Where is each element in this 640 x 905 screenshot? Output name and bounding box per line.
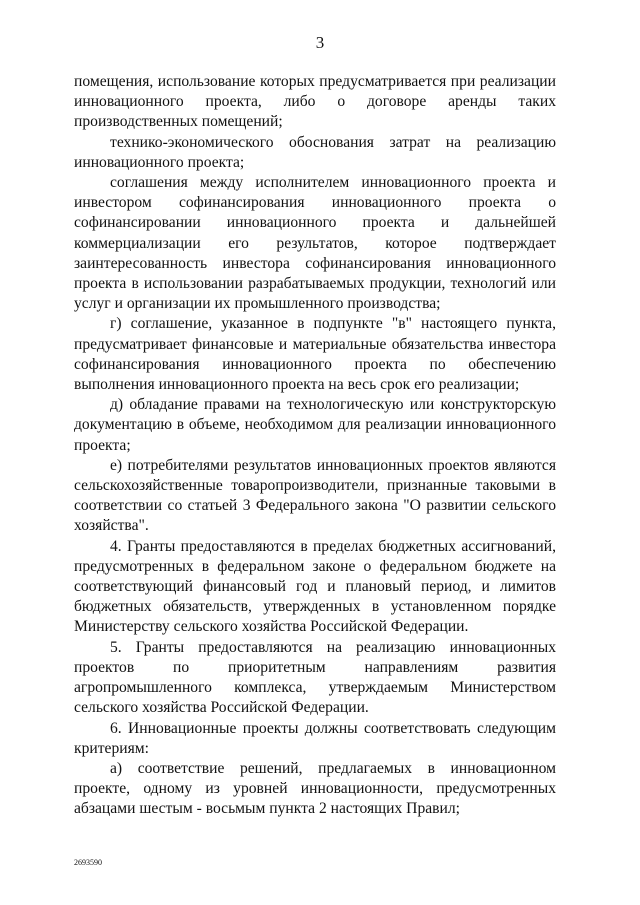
paragraph-clause-6: 6. Инновационные проекты должны соответствовать следующим критериям: xyxy=(74,719,556,757)
paragraph-item-d: д) обладание правами на технологическую или конструкторскую документацию в объеме, необходимом для реализации инновационного проекта; xyxy=(74,396,556,454)
paragraph-item-e: е) потребителями результатов инновационных проектов являются сельскохозяйственные товаропроизводители, признанные таковыми в соответствии со статьей 3 Федерального закона "О развитии сельского хозяйства". xyxy=(74,456,556,535)
paragraph-item-a: а) соответствие решений, предлагаемых в инновационном проекте, одному из уровней инновационности, предусмотренных абзацами шестым - восьмым пункта 2 настоящих Правил; xyxy=(74,759,556,818)
paragraph-item-g: г) соглашение, указанное в подпункте "в" настоящего пункта, предусматривает финансовые и материальные обязательства инвестора софинансирования инновационного проекта по обеспечению выполнения инновационного проекта на весь срок его реализации; xyxy=(74,315,556,394)
paragraph-agreement: соглашения между исполнителем инновационного проекта и инвестором софинансирования инновационного проекта о софинансировании инновационного проекта и дальнейшей коммерциализации его результатов, которое подтверждает заинтересованность инвестора софинансирования инновационного проекта в использовании разрабатываемых продукции, технологий или услуг и организации их промышленного производства; xyxy=(74,174,556,313)
page-number: 3 xyxy=(315,33,325,52)
paragraph-feasibility: технико-экономического обоснования затрат на реализацию инновационного проекта; xyxy=(74,133,556,171)
paragraph-clause-5: 5. Гранты предоставляются на реализацию инновационных проектов по приоритетным направлениям развития агропромышленного комплекса, утверждаемым Министерством сельского хозяйства Российской Федерации. xyxy=(74,638,556,717)
document-body xyxy=(74,72,556,820)
paragraph-clause-4: 4. Гранты предоставляются в пределах бюджетных ассигнований, предусмотренных в федеральном законе о федеральном бюджете на соответствующий финансовый год и плановый период, и лимитов бюджетных обязательств, утвержденных в установленном порядке Министерству сельского хозяйства Российской Федерации. xyxy=(74,537,556,636)
paragraph-continuation: помещения, использование которых предусматривается при реализации инновационного проекта, либо о договоре аренды таких производственных помещений; xyxy=(74,73,556,131)
document-code: 2693590 xyxy=(74,858,102,867)
